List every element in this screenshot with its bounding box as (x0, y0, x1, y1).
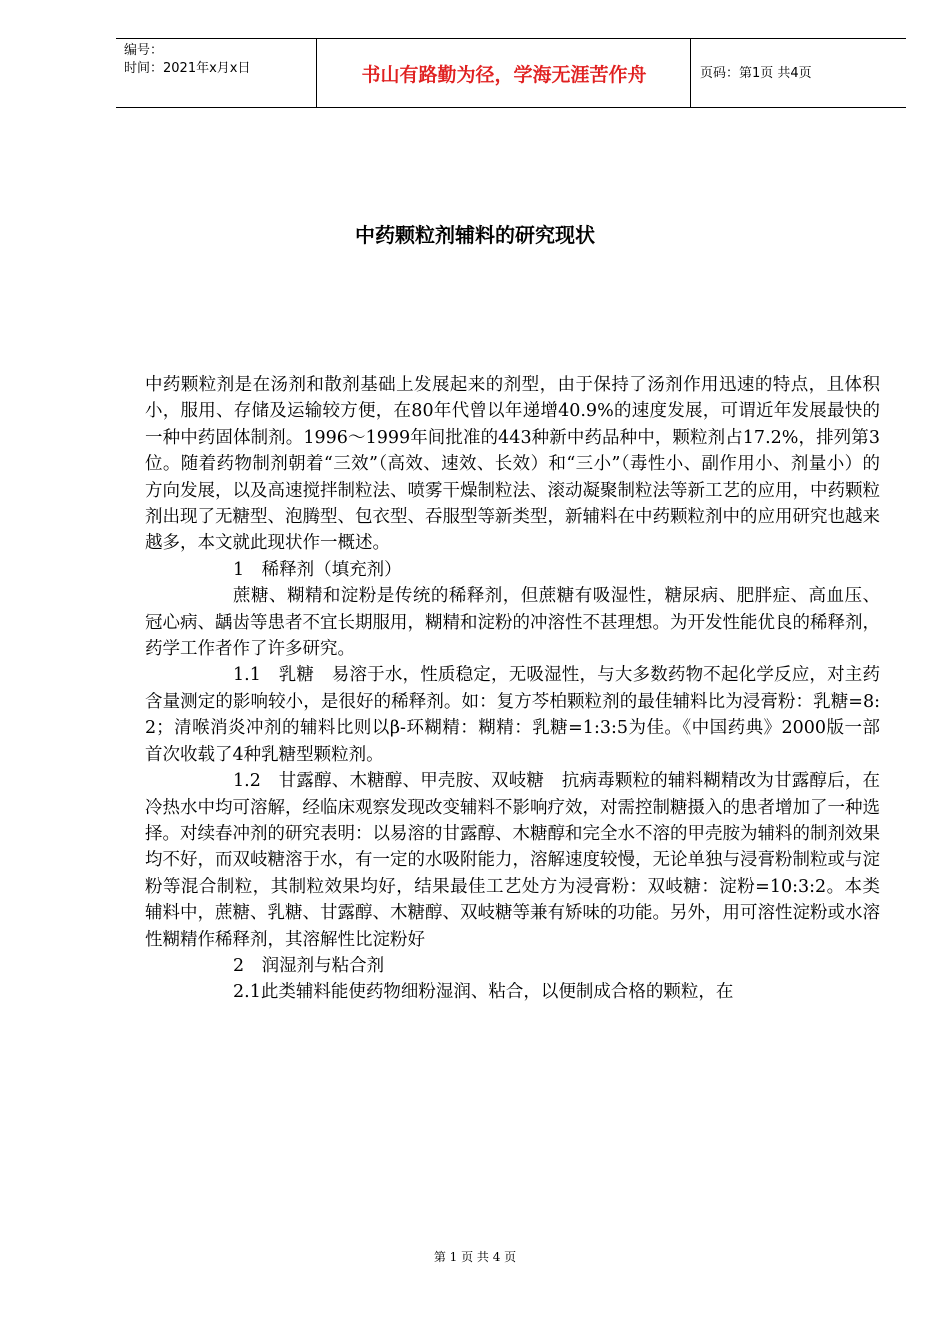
paragraph-2-1: 2.1此类辅料能使药物细粉湿润、粘合，以便制成合格的颗粒，在 (233, 982, 734, 1003)
header-number-label: 编号： (124, 43, 164, 58)
paragraph-intro: 中药颗粒剂是在汤剂和散剂基础上发展起来的剂型，由于保持了汤剂作用迅速的特点，且体积小，服用、存储及运输较方便，在80年代曾以年递增40.9%的速度发展，可谓近年发展最快的一种中药固体制剂。1996～1999年间批准的443种新中药品种中，颗粒剂占17.2%，排列第3位。随着药物制剂朝着“三效”（高效、速效、长效）和“三小”（毒性小、副作用小、剂量小）的方向发展，以及高速搅拌制粒法、喷雾干燥制粒法、滚动凝聚制粒法等新工艺的应用，中药颗粒剂出现了无糖型、泡腾型、包衣型、吞服型等新类型，新辅料在中药颗粒剂中的应用研究也越来越多，本文就此现状作一概述。 (145, 375, 880, 554)
header-page-info: 页码：第1页 共4页 (700, 66, 812, 81)
header-motto: 书山有路勤为径，学海无涯苦作舟 (361, 63, 647, 86)
page-footer: 第 1 页 共 4 页 (433, 1250, 517, 1264)
header-meta (124, 42, 250, 78)
header-time-label: 时间：2021年x月x日 (124, 61, 251, 76)
header-divider-right (690, 38, 691, 108)
paragraph-1-2: 1.2 甘露醇、木糖醇、甲壳胺、双岐糖 抗病毒颗粒的辅料糊精改为甘露醇后，在冷热水中均可溶解，经临床观察发现改变辅料不影响疗效，对需控制糖摄入的患者增加了一种选择。对续春冲剂的研究表明：以易溶的甘露醇、木糖醇和完全水不溶的甲壳胺为辅料的制剂效果均不好，而双岐糖溶于水，有一定的水吸附能力，溶解速度较慢，无论单独与浸膏粉制粒或与淀粉等混合制粒，其制粒效果均好，结果最佳工艺处方为浸膏粉：双岐糖：淀粉=10:3:2。本类辅料中，蔗糖、乳糖、甘露醇、木糖醇、双岐糖等兼有矫味的功能。另外，用可溶性淀粉或水溶性糊精作稀释剂，其溶解性比淀粉好 (145, 771, 880, 950)
paragraph-1-1: 1.1 乳糖 易溶于水，性质稳定，无吸湿性，与大多数药物不起化学反应，对主药含量测定的影响较小，是很好的稀释剂。如：复方芩柏颗粒剂的最佳辅料比为浸膏粉：乳糖=8:2；清喉消炎冲剂的辅料比则以β-环糊精：糊精：乳糖=1:3:5为佳。《中国药典》2000版一部首次收载了4种乳糖型颗粒剂。 (145, 665, 880, 765)
document-body (145, 372, 880, 1006)
paragraph-section-1: 蔗糖、糊精和淀粉是传统的稀释剂，但蔗糖有吸湿性，糖尿病、肥胖症、高血压、冠心病、龋齿等患者不宜长期服用，糊精和淀粉的冲溶性不甚理想。为开发性能优良的稀释剂，药学工作者作了许多研究。 (145, 586, 880, 660)
section-heading-1: 1 稀释剂（填充剂） (233, 559, 402, 580)
header-divider-left (316, 38, 317, 108)
section-heading-2: 2 润湿剂与粘合剂 (233, 955, 385, 976)
document-title: 中药颗粒剂辅料的研究现状 (355, 223, 595, 247)
